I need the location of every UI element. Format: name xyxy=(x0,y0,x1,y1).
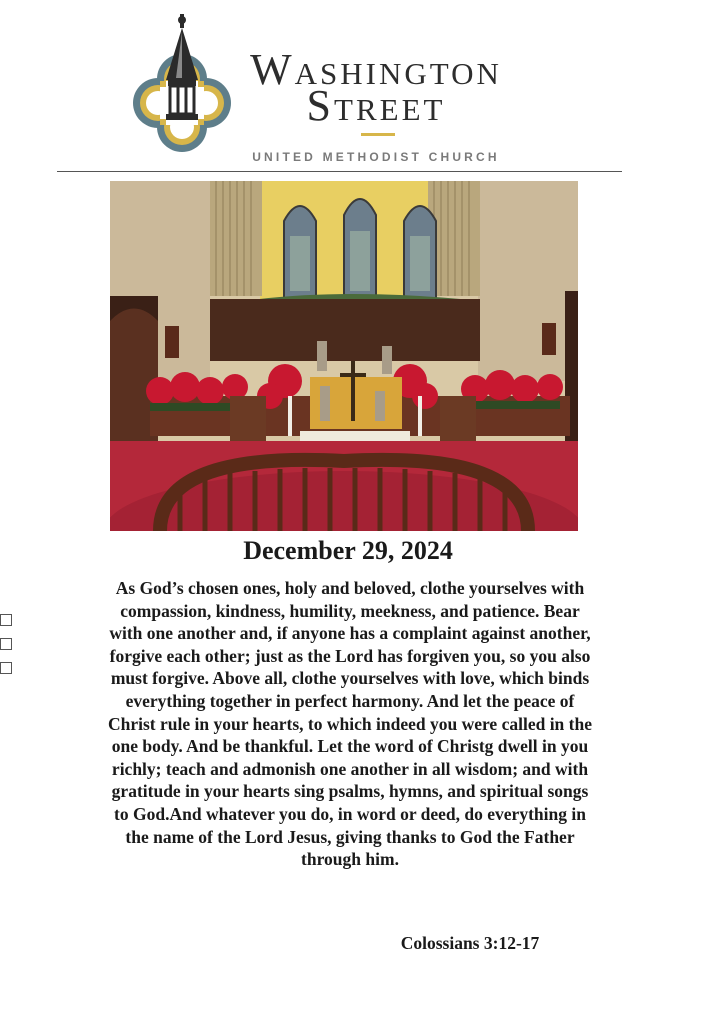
scripture-citation: Colossians 3:12-17 xyxy=(400,933,540,953)
side-checkbox-2[interactable] xyxy=(0,638,12,650)
scripture-text: As God’s chosen ones, holy and beloved, clothe yourselves with compassion, kindness, humility, meekness, and patience. Bear with one another and, if anyone has a complaint against another, forgive each other; just as the Lord has forgiven you, so you also must forgive. Above all, clothe yourselves with love, which binds everything together in perfect harmony. And let the peace of Christ rule in your hearts, to which indeed you were called in the one body. And be thankful. Let the word of Christg dwell in you richly; teach and admonish one another in all wisdom; and with gratitude in your hearts sing psalms, hymns, and spiritual songs to God.And whatever you do, in word or deed, do everything in the name of the Lord Jesus, giving thanks to God the Father through him. xyxy=(107,578,592,870)
side-checkbox-3[interactable] xyxy=(0,662,12,674)
gold-divider xyxy=(361,133,395,136)
church-name-line1: Washington xyxy=(250,45,502,94)
church-logo-emblem xyxy=(128,10,236,160)
church-sanctuary-photo xyxy=(110,181,578,531)
church-name-line2: Street xyxy=(306,81,446,130)
bulletin-date: December 29, 2024 xyxy=(243,536,453,565)
header-rule xyxy=(57,171,622,172)
side-checkbox-1[interactable] xyxy=(0,614,12,626)
church-subtitle: UNITED METHODIST CHURCH xyxy=(252,150,500,164)
